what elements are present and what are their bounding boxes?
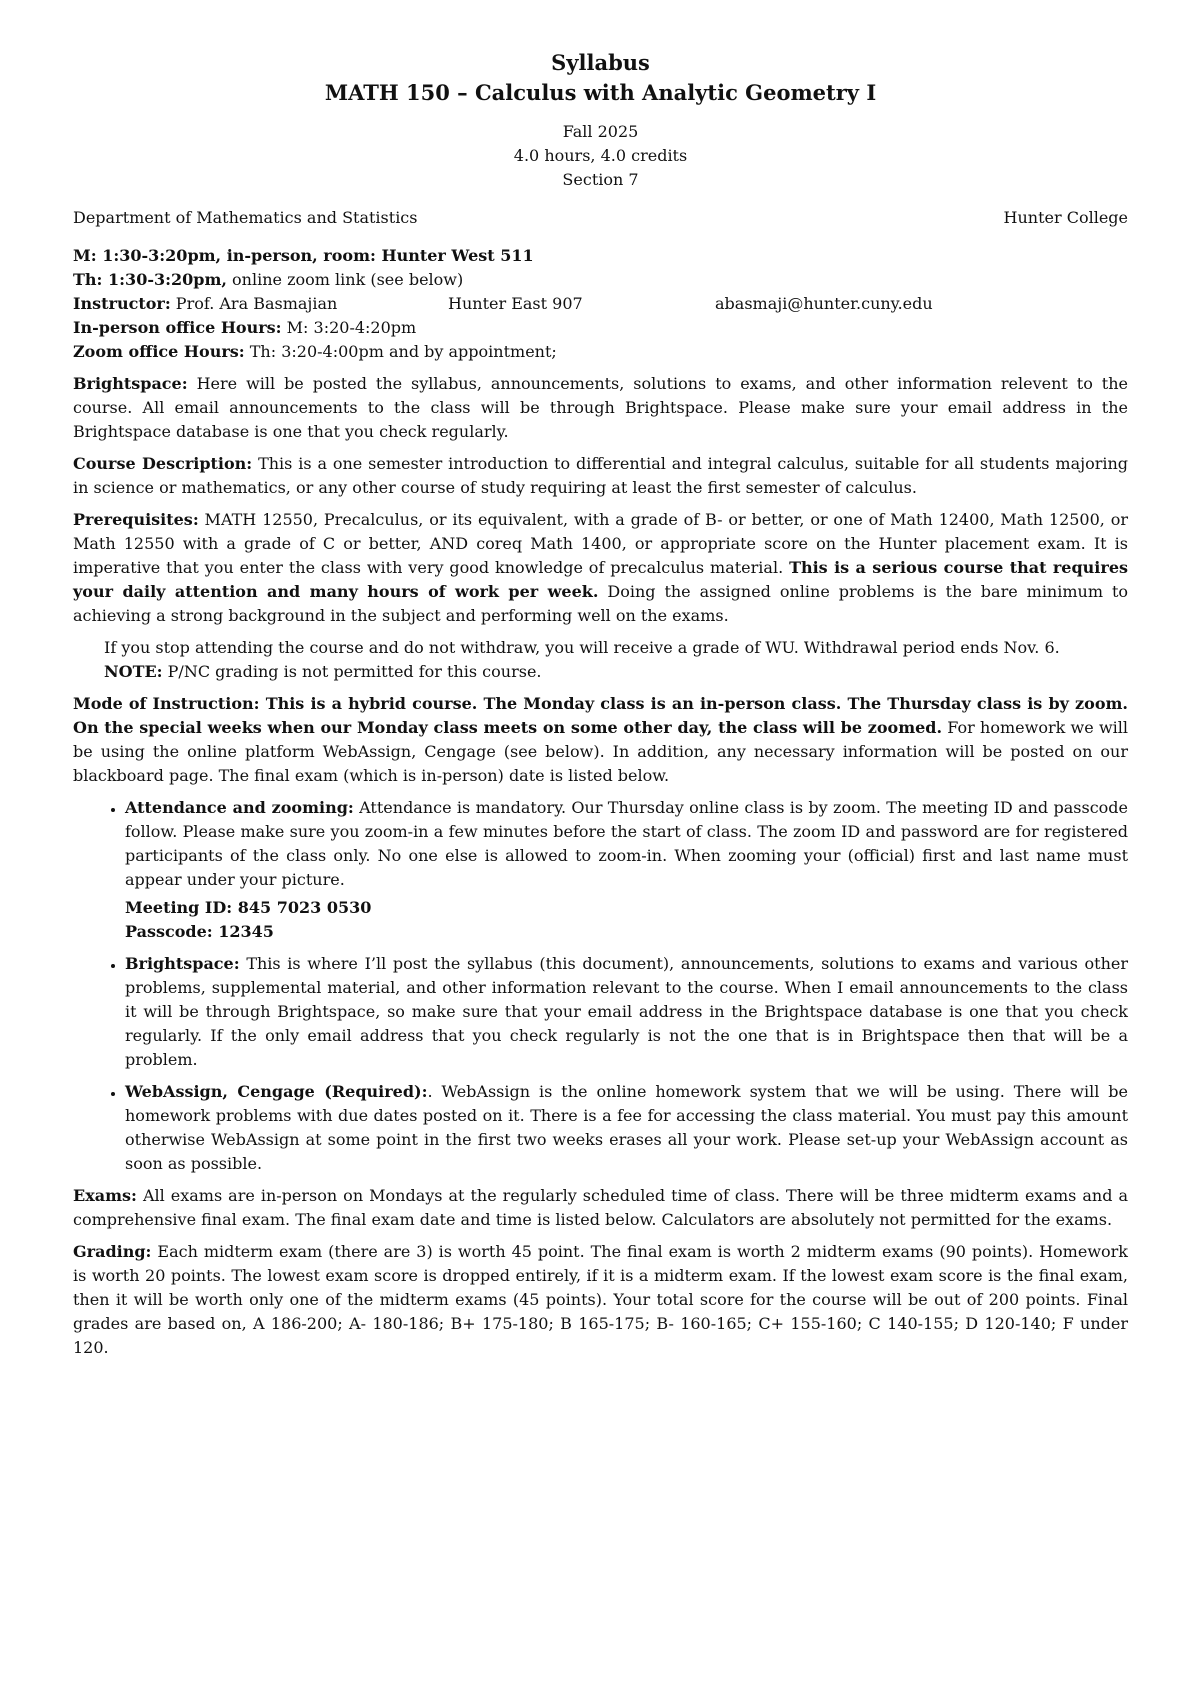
webassign-text: . WebAssign is the online homework system that we will be using. There will be homework problems with due dates posted on it. There is a fee for accessing the class material. You must pay this amount otherwise WebAssign at some point in the first two weeks erases all your work. Please set-up your WebAssign account as soon as possible. <box>125 1082 1129 1173</box>
brightspace-bullet-label: Brightspace: <box>125 954 240 973</box>
zoom-hours-label: Zoom office Hours: <box>73 342 245 361</box>
exams-label: Exams: <box>73 1186 137 1205</box>
monday-schedule: M: 1:30-3:20pm, in-person, room: Hunter West 511 <box>73 246 534 265</box>
description-text: This is a one semester introduction to differential and integral calculus, suitable for all students majoring in science or mathematics, or any other course of study requiring at least the first semester of calculus. <box>73 454 1129 497</box>
prereq-label: Prerequisites: <box>73 510 199 529</box>
prereq-paragraph <box>73 508 1128 628</box>
hours-credits: 4.0 hours, 4.0 credits <box>513 146 688 165</box>
description-label: Course Description: <box>73 454 253 473</box>
instructor-office: Hunter East 907 <box>448 294 583 313</box>
mode-paragraph <box>73 692 1128 788</box>
brightspace-label: Brightspace: <box>73 374 188 393</box>
instructor-email[interactable]: abasmaji@hunter.cuny.edu <box>715 294 933 313</box>
brightspace-paragraph <box>73 372 1128 444</box>
withdraw-block <box>73 636 1128 684</box>
thursday-schedule: Th: 1:30-3:20pm, <box>73 270 227 289</box>
zoom-hours: Th: 3:20-4:00pm and by appointment; <box>244 342 557 361</box>
bullet-list <box>73 796 1128 1176</box>
instructor-name: Prof. Ara Basmajian <box>170 294 338 313</box>
note-text: P/NC grading is not permitted for this course. <box>162 662 542 681</box>
brightspace-bullet-text: This is where I’ll post the syllabus (this document), announcements, solutions to exams and various other problems, supplemental material, and other information relevant to the course. When I email announcements to the class it will be through Brightspace, so make sure that your email address in the Brightspace database is one that you check regularly. If the only email address that you check regularly is not the one that is in Brightspace then that will be a problem. <box>125 954 1128 1069</box>
instructor-label: Instructor: <box>73 294 171 313</box>
attendance-text: Attendance is mandatory. Our Thursday online class is by zoom. The meeting ID and passcode follow. Please make sure you zoom-in a few minutes before the start of class. The zoom ID and password are for registered participants of the class only. No one else is allowed to zoom-in. When zooming your (official) first and last name must appear under your picture. <box>125 798 1129 889</box>
list-item <box>125 796 1128 944</box>
mode-text: For homework we will be using the online platform WebAssign, Cengage (see below). In addition, any necessary information will be posted on our blackboard page. The final exam (which is in-person) date is listed below. <box>73 718 1128 785</box>
mode-emphasis: This is a hybrid course. The Monday class is an in-person class. The Thursday class is by zoom. On the special weeks when our Monday class meets on some other day, the class will be zoomed. <box>73 694 1128 737</box>
exams-paragraph <box>73 1184 1128 1232</box>
college: Hunter College <box>1003 208 1128 227</box>
list-item <box>125 1080 1128 1176</box>
meeting-id: Meeting ID: 845 7023 0530 <box>125 898 372 917</box>
course-title: MATH 150 – Calculus with Analytic Geometry I <box>324 80 877 105</box>
doc-title: Syllabus <box>551 50 650 75</box>
mode-label: Mode of Instruction: <box>73 694 260 713</box>
description-paragraph <box>73 452 1128 500</box>
inperson-hours-label: In-person office Hours: <box>73 318 282 337</box>
grading-text: Each midterm exam (there are 3) is worth 45 point. The final exam is worth 2 midterm exams (90 points). Homework is worth 20 points. The lowest exam score is dropped entirely, if it is a midterm exam. If the lowest exam score is the final exam, then it will be worth only one of the midterm exams (45 points). Your total score for the course will be out of 200 points. Final grades are based on, A 186-200; A- 180-186; B+ 175-180; B 165-175; B- 160-165; C+ 155-160; C 140-155; D 120-140; F under 120. <box>73 1242 1128 1357</box>
term: Fall 2025 <box>562 122 639 141</box>
list-item <box>125 952 1128 1072</box>
section: Section 7 <box>562 170 639 189</box>
schedule-block <box>73 244 1128 364</box>
passcode: Passcode: 12345 <box>125 922 274 941</box>
note-label: NOTE: <box>104 662 163 681</box>
department-row <box>73 206 1128 230</box>
inperson-hours: M: 3:20-4:20pm <box>281 318 417 337</box>
grading-label: Grading: <box>73 1242 152 1261</box>
prereq-emphasis: This is a serious course that requires your daily attention and many hours of work per week. <box>73 558 1129 601</box>
withdraw-text: If you stop attending the course and do not withdraw, you will receive a grade of WU. Withdrawal period ends Nov. 6. <box>104 638 1060 657</box>
grading-paragraph <box>73 1240 1128 1360</box>
attendance-label: Attendance and zooming: <box>125 798 354 817</box>
webassign-label: WebAssign, Cengage (Required): <box>125 1082 428 1101</box>
thursday-note: online zoom link (see below) <box>226 270 464 289</box>
exams-text: All exams are in-person on Mondays at the regularly scheduled time of class. There will be three midterm exams and a comprehensive final exam. The final exam date and time is listed below. Calculators are absolutely not permitted for the exams. <box>73 1186 1128 1229</box>
department: Department of Mathematics and Statistics <box>73 208 418 227</box>
instructor-row <box>73 292 1128 316</box>
prereq-text-2: Doing the assigned online problems is the bare minimum to achieving a strong background in the subject and performing well on the exams. <box>73 582 1129 625</box>
prereq-text: MATH 12550, Precalculus, or its equivalent, with a grade of B- or better, or one of Math 12400, Math 12500, or Math 12550 with a grade of C or better, AND coreq Math 1400, or appropriate score on the Hunter placement exam. It is imperative that you enter the class with very good knowledge of precalculus material. <box>73 510 1128 577</box>
brightspace-text: Here will be posted the syllabus, announcements, solutions to exams, and other information relevent to the course. All email announcements to the class will be through Brightspace. Please make sure your email address in the Brightspace database is one that you check regularly. <box>73 374 1128 441</box>
